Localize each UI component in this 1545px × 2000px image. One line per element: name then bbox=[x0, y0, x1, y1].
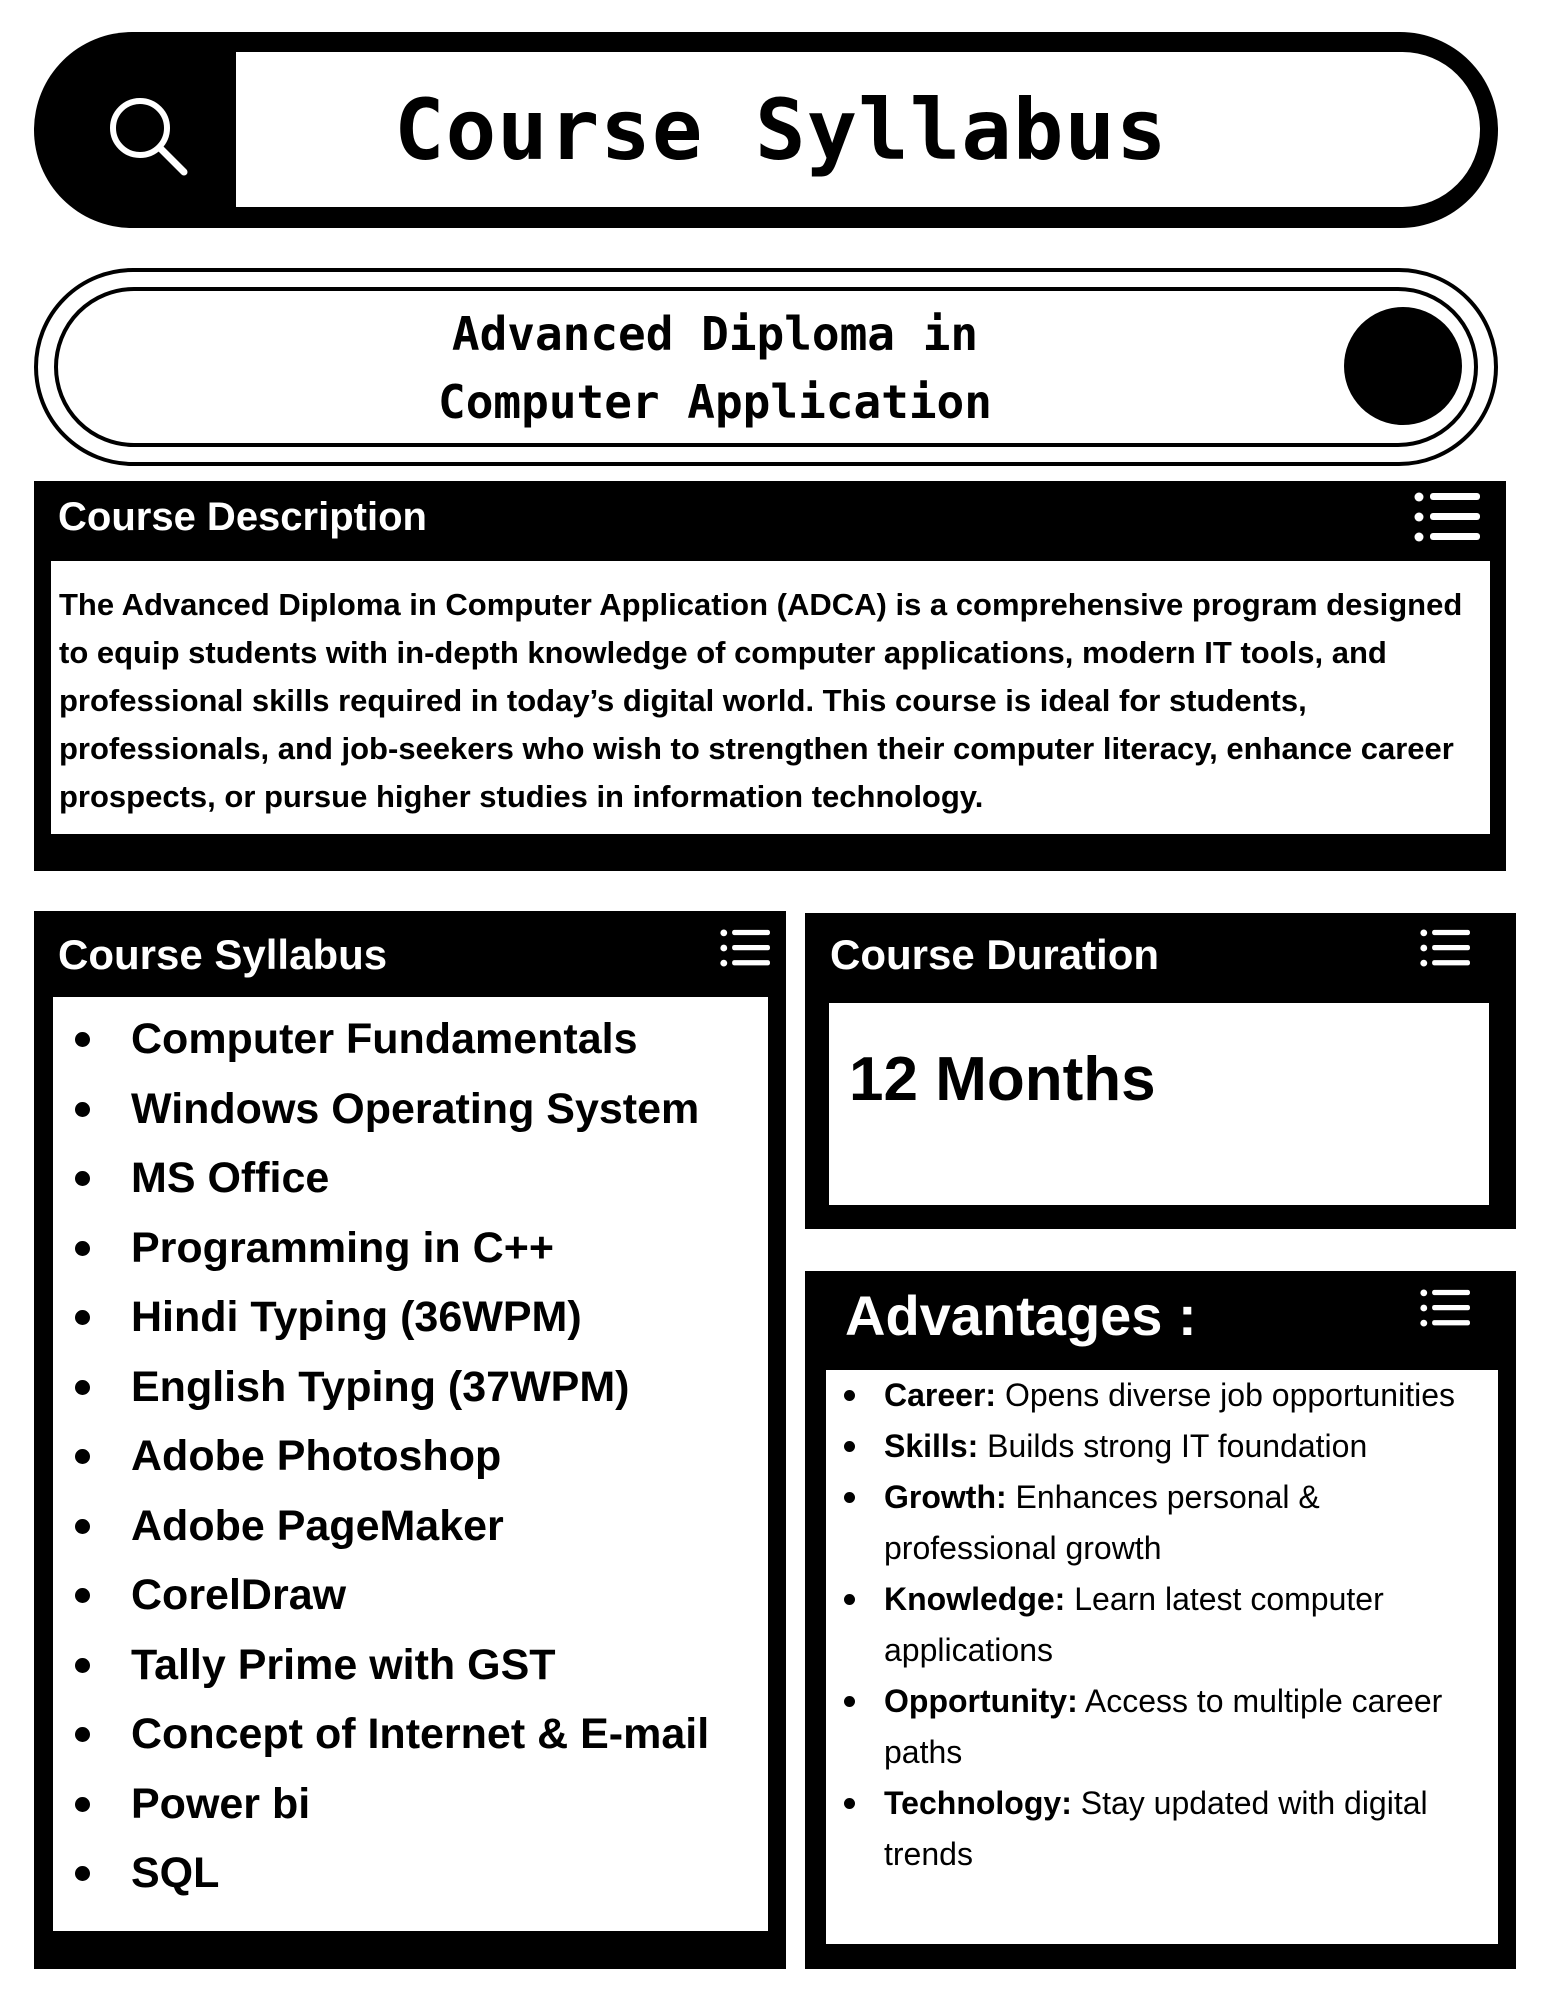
syllabus-heading: Course Syllabus bbox=[58, 931, 388, 978]
circle-badge bbox=[1344, 307, 1462, 425]
syllabus-item: Programming in C++ bbox=[53, 1214, 709, 1284]
advantages-list-box bbox=[826, 1370, 1498, 1944]
syllabus-list bbox=[53, 1005, 709, 1909]
advantage-item bbox=[826, 1472, 1490, 1574]
advantage-label: Opportunity: bbox=[884, 1683, 1078, 1719]
advantage-item bbox=[826, 1370, 1490, 1421]
advantages-list bbox=[826, 1370, 1490, 1880]
course-name bbox=[300, 290, 1130, 445]
advantage-item bbox=[826, 1421, 1490, 1472]
advantage-text: Opens diverse job opportunities bbox=[1004, 1377, 1455, 1413]
advantage-text: Enhances personal & professional growth bbox=[884, 1479, 1320, 1566]
search-icon bbox=[104, 92, 190, 178]
syllabus-item: Concept of Internet & E-mail bbox=[53, 1700, 709, 1770]
list-icon bbox=[1414, 491, 1480, 543]
advantage-text: Stay updated with digital trends bbox=[884, 1785, 1428, 1872]
syllabus-item: SQL bbox=[53, 1839, 709, 1909]
syllabus-item: Adobe Photoshop bbox=[53, 1422, 709, 1492]
course-name-line-1: Advanced Diploma in bbox=[451, 306, 979, 361]
advantage-text: Builds strong IT foundation bbox=[987, 1428, 1368, 1464]
advantage-label: Skills: bbox=[884, 1428, 979, 1464]
list-icon bbox=[720, 928, 770, 968]
description-text: The Advanced Diploma in Computer Application (ADCA) is a comprehensive program designed to equip students with in-depth knowledge of computer applications, modern IT tools, and professional skills required in today’s digital world. This course is ideal for students, professionals, and job-seekers who wish to strengthen their computer literacy, enhance career prospects, or pursue higher studies in information technology. bbox=[51, 561, 1490, 834]
advantage-label: Technology: bbox=[884, 1785, 1072, 1821]
course-name-line-2: Computer Application bbox=[438, 374, 992, 429]
page-title: Course Syllabus bbox=[394, 80, 1168, 179]
advantage-label: Growth: bbox=[884, 1479, 1007, 1515]
duration-heading: Course Duration bbox=[830, 931, 1160, 978]
syllabus-item: Tally Prime with GST bbox=[53, 1631, 709, 1701]
syllabus-item: Adobe PageMaker bbox=[53, 1492, 709, 1562]
syllabus-item: Hindi Typing (36WPM) bbox=[53, 1283, 709, 1353]
advantage-item bbox=[826, 1676, 1490, 1778]
advantage-item bbox=[826, 1778, 1490, 1880]
advantage-item bbox=[826, 1574, 1490, 1676]
advantages-heading: Advantages : bbox=[845, 1284, 1197, 1347]
advantage-text: Learn latest computer applications bbox=[884, 1581, 1384, 1668]
list-icon bbox=[1420, 928, 1470, 968]
duration-value: 12 Months bbox=[849, 1045, 1156, 1114]
syllabus-item: CorelDraw bbox=[53, 1561, 709, 1631]
syllabus-item: Windows Operating System bbox=[53, 1075, 709, 1145]
syllabus-item: MS Office bbox=[53, 1144, 709, 1214]
advantage-label: Career: bbox=[884, 1377, 997, 1413]
advantage-text: Access to multiple career paths bbox=[884, 1683, 1443, 1770]
description-heading: Course Description bbox=[58, 495, 427, 539]
advantage-label: Knowledge: bbox=[884, 1581, 1066, 1617]
syllabus-item: English Typing (37WPM) bbox=[53, 1353, 709, 1423]
syllabus-list-box bbox=[53, 997, 768, 1931]
syllabus-item: Computer Fundamentals bbox=[53, 1005, 709, 1075]
syllabus-item: Power bi bbox=[53, 1770, 709, 1840]
list-icon bbox=[1420, 1288, 1470, 1328]
